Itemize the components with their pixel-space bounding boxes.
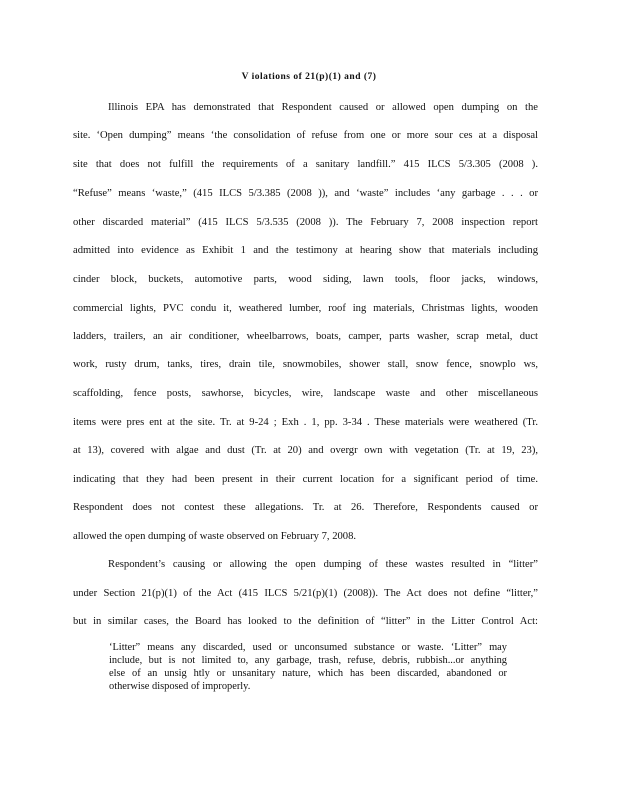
paragraph-line: but in similar cases, the Board has looked to the definition of “litter” in the Litter Control Act: <box>73 616 538 627</box>
paragraph-line: scaffolding, fence posts, sawhorse, bicycles, wire, landscape waste and other miscellaneous <box>73 388 538 399</box>
block-quote-line: else of an unsig htly or unsanitary nature, which has been discarded, abandoned or <box>109 668 507 679</box>
paragraph-line: under Section 21(p)(1) of the Act (415 ILCS 5/21(p)(1) (2008)). The Act does not define “litter,” <box>73 588 538 599</box>
paragraph-line: other discarded material” (415 ILCS 5/3.535 (2008 )). The February 7, 2008 inspection report <box>73 217 538 228</box>
paragraph-line: admitted into evidence as Exhibit 1 and the testimony at hearing show that materials including <box>73 245 538 256</box>
paragraph-line: work, rusty drum, tanks, tires, drain tile, snowmobiles, shower stall, snow fence, snowplo ws, <box>73 359 538 370</box>
paragraph-line: ladders, trailers, an air conditioner, wheelbarrows, boats, camper, parts washer, scrap metal, duct <box>73 331 538 342</box>
paragraph-line: site. ‘Open dumping” means ‘the consolidation of refuse from one or more sour ces at a disposal <box>73 130 538 141</box>
paragraph-line: allowed the open dumping of waste observed on February 7, 2008. <box>73 531 357 542</box>
paragraph-line: items were pres ent at the site. Tr. at 9-24 ; Exh . 1, pp. 3-34 . These materials were weathered (Tr. <box>73 417 538 428</box>
paragraph-line: Illinois EPA has demonstrated that Respondent caused or allowed open dumping on the <box>108 102 538 113</box>
paragraph-line: cinder block, buckets, automotive parts, wood siding, lawn tools, floor jacks, windows, <box>73 274 538 285</box>
block-quote-line: ‘Litter” means any discarded, used or unconsumed substance or waste. ‘Litter” may <box>109 642 507 653</box>
section-heading: V iolations of 21(p)(1) and (7) <box>241 72 377 82</box>
block-quote-line: otherwise disposed of improperly. <box>109 681 251 692</box>
paragraph-line: at 13), covered with algae and dust (Tr. at 20) and overgr own with vegetation (Tr. at 19, 23), <box>73 445 538 456</box>
paragraph-line: “Refuse” means ‘waste,” (415 ILCS 5/3.385 (2008 )), and ‘waste” includes ‘any garbage . . . or <box>73 188 538 199</box>
paragraph-line: Respondent’s causing or allowing the open dumping of these wastes resulted in “litter” <box>108 559 538 570</box>
paragraph-line: indicating that they had been present in their current location for a significant period of time. <box>73 474 538 485</box>
paragraph-line: commercial lights, PVC condu it, weathered lumber, roof ing materials, Christmas lights, wooden <box>73 303 538 314</box>
paragraph-line: Respondent does not contest these allegations. Tr. at 26. Therefore, Respondents caused or <box>73 502 538 513</box>
block-quote-line: include, but is not limited to, any garbage, trash, refuse, debris, rubbish...or anything <box>109 655 507 666</box>
paragraph-line: site that does not fulfill the requirements of a sanitary landfill.” 415 ILCS 5/3.305 (2008 ). <box>73 159 538 170</box>
